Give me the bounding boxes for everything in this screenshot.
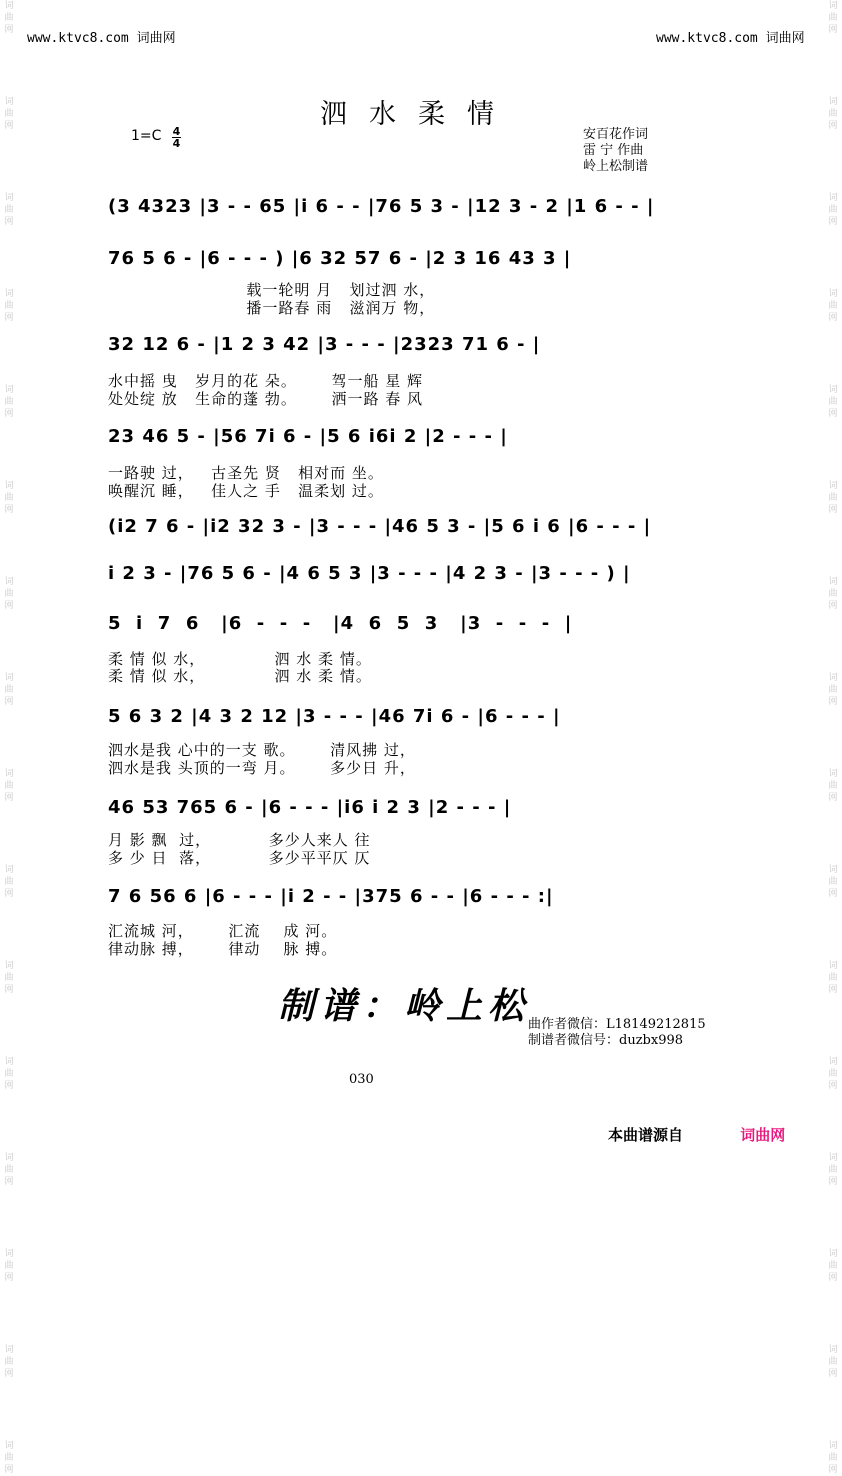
lyricist-credit: 安百花作词 [583, 127, 649, 142]
lyric-line-4-verse-2: 唤醒沉 睡， 佳人之 手 温柔划 过。 [108, 482, 384, 500]
site-url-right[interactable]: www.ktvc8.com [656, 31, 758, 46]
lyric-line-4-verse-1: 一路驶 过， 古圣先 贤 相对而 坐。 [108, 464, 384, 482]
notation-line-7: 5 i 7 6 |6 - - - |4 6 5 3 |3 - - - | [108, 613, 573, 634]
lyric-line-2-verse-2: 播一路春 雨 滋润万 物， [108, 299, 436, 317]
lyric-line-3-verse-1: 水中摇 曳 岁月的花 朵。 驾一船 星 辉 [108, 372, 423, 390]
lyric-line-7-verse-1: 柔 情 似 水， 泗 水 柔 情。 [108, 650, 372, 668]
time-signature-top: 4 [172, 125, 181, 138]
site-name-left: 词曲网 [136, 31, 176, 46]
song-title: 泗水柔情 [320, 99, 516, 130]
lyric-line-2-verse-1: 载一轮明 月 划过泗 水， [108, 281, 436, 299]
notation-line-8: 5 6 3 2 |4 3 2 12 |3 - - - |46 7i 6 - |6 - - - | [108, 706, 561, 727]
contact-info [528, 1017, 706, 1049]
site-name-right: 词曲网 [765, 31, 805, 46]
notation-line-10: 7 6 56 6 |6 - - - |i 2 - - |375 6 - - |6 - - - :| [108, 886, 554, 907]
lyric-line-8-verse-2: 泗水是我 头顶的一弯 月。 多少日 升， [108, 759, 416, 777]
footer-source-label: 本曲谱源自 [608, 1126, 684, 1144]
notation-line-1: (3 4323 |3 - - 65 |i 6 - - |76 5 3 - |12 3 - 2 |1 6 - - | [108, 196, 655, 217]
lyric-line-3-verse-2: 处处绽 放 生命的蓬 勃。 洒一路 春 风 [108, 390, 423, 408]
lyric-line-9-verse-2: 多 少 日 落， 多少平平仄 仄 [108, 849, 371, 867]
lyric-line-10-verse-2: 律动脉 搏， 律动 脉 搏。 [108, 940, 338, 958]
notation-line-3: 32 12 6 - |1 2 3 42 |3 - - - |2323 71 6 - | [108, 334, 541, 355]
notation-line-9: 46 53 765 6 - |6 - - - |i6 i 2 3 |2 - - - | [108, 797, 512, 818]
lyric-line-10-verse-1: 汇流城 河， 汇流 成 河。 [108, 922, 338, 940]
arranger-signature: 制谱：岭上松 [278, 985, 531, 1027]
lyric-line-9-verse-1: 月 影 飘 过， 多少人来人 往 [108, 831, 371, 849]
arranger-wechat: 制谱者微信号：duzbx998 [528, 1033, 684, 1048]
credits [583, 127, 648, 175]
time-signature [172, 126, 181, 149]
key-signature: 1=C [131, 128, 162, 144]
left-watermark-strip: 词 曲 网 词 曲 网 词 曲 网 词 曲 网 词 曲 网 词 曲 网 词 曲 网 词 曲 网 词 曲 网 词 曲 网 词 曲 网 词 曲 网 词 曲 网 词 曲 网 词 曲 网 词 曲 网 [4, 1, 14, 1475]
site-url-left[interactable]: www.ktvc8.com [27, 31, 129, 46]
arranger-credit: 岭上松制谱 [583, 159, 649, 174]
notation-line-2: 76 5 6 - |6 - - - ) |6 32 57 6 - |2 3 16 43 3 | [108, 248, 572, 269]
lyric-line-7-verse-2: 柔 情 似 水， 泗 水 柔 情。 [108, 667, 372, 685]
footer-brand-link[interactable]: 词曲网 [740, 1126, 786, 1144]
notation-line-6: i 2 3 - |76 5 6 - |4 6 5 3 |3 - - - |4 2 3 - |3 - - - ) | [108, 563, 631, 584]
composer-credit: 雷 宁 作曲 [583, 143, 644, 158]
notation-line-5: (i2 7 6 - |i2 32 3 - |3 - - - |46 5 3 - |5 6 i 6 |6 - - - | [108, 516, 652, 537]
time-signature-bottom: 4 [172, 137, 181, 150]
header-site-right[interactable] [656, 27, 805, 46]
lyric-line-8-verse-1: 泗水是我 心中的一支 歌。 清风拂 过， [108, 741, 416, 759]
header-site-left[interactable] [27, 27, 176, 46]
composer-wechat: 曲作者微信：L18149212815 [528, 1017, 706, 1032]
right-watermark-strip: 词 曲 网 词 曲 网 词 曲 网 词 曲 网 词 曲 网 词 曲 网 词 曲 网 词 曲 网 词 曲 网 词 曲 网 词 曲 网 词 曲 网 词 曲 网 词 曲 网 词 曲 网 词 曲 网 [828, 1, 838, 1475]
notation-line-4: 23 46 5 - |56 7i 6 - |5 6 i6i 2 |2 - - - | [108, 426, 508, 447]
footer-source [608, 1124, 785, 1145]
page-number: 030 [349, 1072, 374, 1087]
